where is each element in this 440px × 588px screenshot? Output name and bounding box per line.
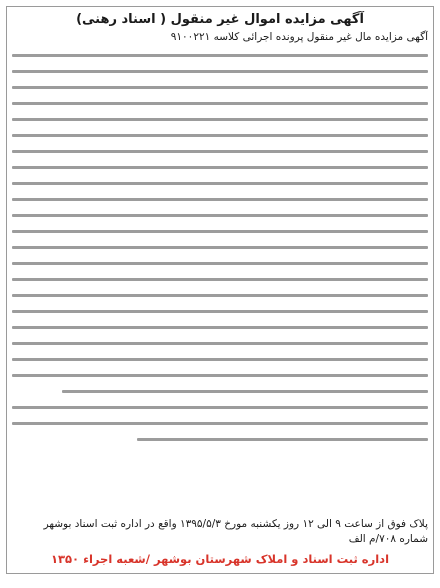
notice-title: آگهی مزایده اموال غیر منقول ( اسناد رهنی) <box>76 12 364 27</box>
body-text-line <box>12 383 428 399</box>
body-text-line <box>12 127 428 143</box>
body-text-line <box>12 287 428 303</box>
body-text-line <box>12 175 428 191</box>
body-text-line <box>12 367 428 383</box>
body-text-line <box>12 431 428 447</box>
body-text-line <box>12 415 428 431</box>
case-number-line: آگهی مزایده مال غیر منقول پرونده اجرائی کلاسه ۹۱۰۰۲۲۱ <box>170 31 428 43</box>
notice-body <box>12 47 428 447</box>
body-text-line <box>12 303 428 319</box>
body-text-line <box>12 399 428 415</box>
body-text-line <box>12 239 428 255</box>
body-text-line <box>12 47 428 63</box>
body-text-line <box>12 255 428 271</box>
auction-notice <box>6 6 434 574</box>
body-text-line <box>12 335 428 351</box>
body-text-line <box>12 207 428 223</box>
body-text-line <box>12 79 428 95</box>
body-text-line <box>12 191 428 207</box>
body-text-line <box>12 351 428 367</box>
auction-date-line: پلاک فوق از ساعت ۹ الی ۱۲ روز یکشنبه مورخ ۱۳۹۵/۵/۳ واقع در اداره ثبت اسناد بوشهر <box>43 518 428 530</box>
body-text-line <box>12 271 428 287</box>
body-text-line <box>12 223 428 239</box>
body-text-line <box>12 95 428 111</box>
body-text-line <box>12 63 428 79</box>
body-text-line <box>12 319 428 335</box>
notice-number: شماره ۷۰۸/م الف <box>348 533 428 545</box>
body-text-line <box>12 143 428 159</box>
body-text-line <box>12 111 428 127</box>
issuing-office: اداره ثبت اسناد و املاک شهرستان بوشهر /شعبه اجراء ۱۳۵۰ <box>50 552 390 566</box>
body-text-line <box>12 159 428 175</box>
notice-details <box>12 517 428 547</box>
